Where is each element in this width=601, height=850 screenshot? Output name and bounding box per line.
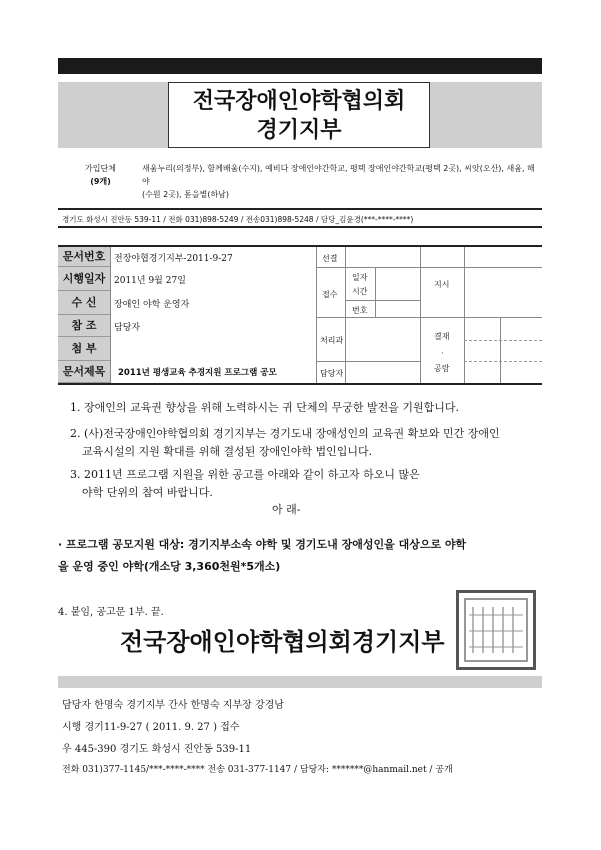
document-info-table bbox=[58, 245, 542, 385]
body-paragraph-2-line1: 2. (사)전국장애인야학협의회 경기지부는 경기도내 장애성인의 교육권 확보와 민간 장애인 bbox=[70, 427, 500, 440]
table-dash bbox=[464, 361, 542, 362]
table-dash bbox=[464, 340, 542, 341]
body-paragraph-3-line2: 야학 단위의 참여 바랍니다. bbox=[82, 486, 213, 499]
jeopsu-label: 접수 bbox=[322, 290, 338, 299]
title-line-2: 경기지부 bbox=[256, 118, 342, 143]
organization-title bbox=[168, 82, 430, 148]
recipient-value: 장애인 야학 운영자 bbox=[114, 300, 190, 310]
table-divider bbox=[464, 247, 465, 317]
doc-number-value: 전장야협경기지부-2011-9-27 bbox=[114, 254, 233, 264]
address-line: 경기도 화성시 진안동 539-11 / 전화 031)898-5249 / 전송031)898-5248 / 담당_김윤경(***-****-****) bbox=[58, 208, 542, 228]
members-list bbox=[142, 162, 542, 201]
members-label-line1: 가입단체 bbox=[85, 164, 116, 173]
title-side-right bbox=[430, 82, 542, 148]
footer-line-3: 우 445-390 경기도 화성시 진안동 539-11 bbox=[62, 744, 252, 755]
beonho-label: 번호 bbox=[352, 306, 368, 315]
dot-label: · bbox=[441, 349, 444, 358]
recipient-label: 수 신 bbox=[58, 291, 110, 315]
members-list-line1: 새움누리(의정부), 함께배움(수지), 예비다 장애인야간학교, 평택 장애인야간학교(평택 2곳), 씨앗(오산), 새움, 해야 bbox=[142, 164, 535, 186]
body-paragraph-2-line2: 교육시설의 지원 확대를 위해 결성된 장애인야학 법인입니다. bbox=[82, 445, 373, 458]
attachment-label: 첨 부 bbox=[58, 337, 110, 361]
table-divider bbox=[316, 317, 542, 318]
footer-bar bbox=[58, 676, 542, 688]
seal-icon bbox=[459, 593, 533, 667]
header-top-bar bbox=[58, 58, 542, 74]
members-list-line2: (수원 2곳), 돋을볕(하남) bbox=[142, 190, 230, 199]
members-label bbox=[78, 162, 123, 188]
damdangja-label: 담당자 bbox=[320, 369, 344, 378]
ilja-label: 일자 bbox=[352, 273, 368, 282]
seongyeol-label: 선결 bbox=[322, 254, 338, 263]
table-divider bbox=[345, 300, 420, 301]
jisi-label: 지시 bbox=[434, 280, 450, 289]
date-label: 시행일자 bbox=[58, 267, 110, 291]
gyeoljae-label: 결재 bbox=[434, 332, 450, 341]
program-target-line1: · 프로그램 공모지원 대상: 경기지부소속 야학 및 경기도내 장애성인을 대상으로 야학 bbox=[58, 538, 467, 551]
cheorigwa-label: 처리과 bbox=[320, 336, 344, 345]
footer-line-1: 담당자 한명숙 경기지부 간사 한명숙 지부장 강경남 bbox=[62, 700, 284, 711]
date-value: 2011년 9월 27일 bbox=[114, 276, 186, 286]
subject-label: 문서제목 bbox=[58, 361, 110, 383]
sigan-label: 시간 bbox=[352, 287, 368, 296]
members-label-line2: (9개) bbox=[90, 177, 111, 186]
gongram-label: 공람 bbox=[434, 364, 450, 373]
doc-number-label: 문서번호 bbox=[58, 247, 110, 267]
table-divider bbox=[375, 267, 376, 317]
body-paragraph-1: 1. 장애인의 교육권 향상을 위해 노력하시는 귀 단체의 무궁한 발전을 기원합니다. bbox=[70, 401, 459, 414]
below-heading: 아 래- bbox=[272, 503, 301, 516]
signature-organization: 전국장애인야학협의회경기지부 bbox=[120, 628, 445, 656]
body-paragraph-4: 4. 붙임, 공고문 1부. 끝. bbox=[58, 607, 164, 618]
footer-line-4: 전화 031)377-1145/***-****-**** 전송 031-377-1147 / 담당자: *******@hanmail.net / 공개 bbox=[62, 765, 453, 775]
official-seal bbox=[456, 590, 536, 670]
table-divider bbox=[464, 317, 465, 383]
table-divider bbox=[500, 317, 501, 383]
table-divider bbox=[316, 267, 542, 268]
program-target-line2: 을 운영 중인 야학(개소당 3,360천원*5개소) bbox=[58, 560, 281, 573]
body-paragraph-3-line1: 3. 2011년 프로그램 지원을 위한 공고를 아래와 같이 하고자 하오니 많은 bbox=[70, 468, 420, 481]
reference-label: 참 조 bbox=[58, 315, 110, 337]
table-divider bbox=[110, 247, 111, 383]
reference-value: 담당자 bbox=[114, 323, 141, 333]
subject-value: 2011년 평생교육 추경지원 프로그램 공모 bbox=[118, 368, 277, 378]
title-side-left bbox=[58, 82, 168, 148]
title-line-1: 전국장애인야학협의회 bbox=[192, 89, 406, 114]
footer-line-2: 시행 경기11-9-27 ( 2011. 9. 27 ) 접수 bbox=[62, 722, 240, 733]
table-divider bbox=[316, 361, 420, 362]
